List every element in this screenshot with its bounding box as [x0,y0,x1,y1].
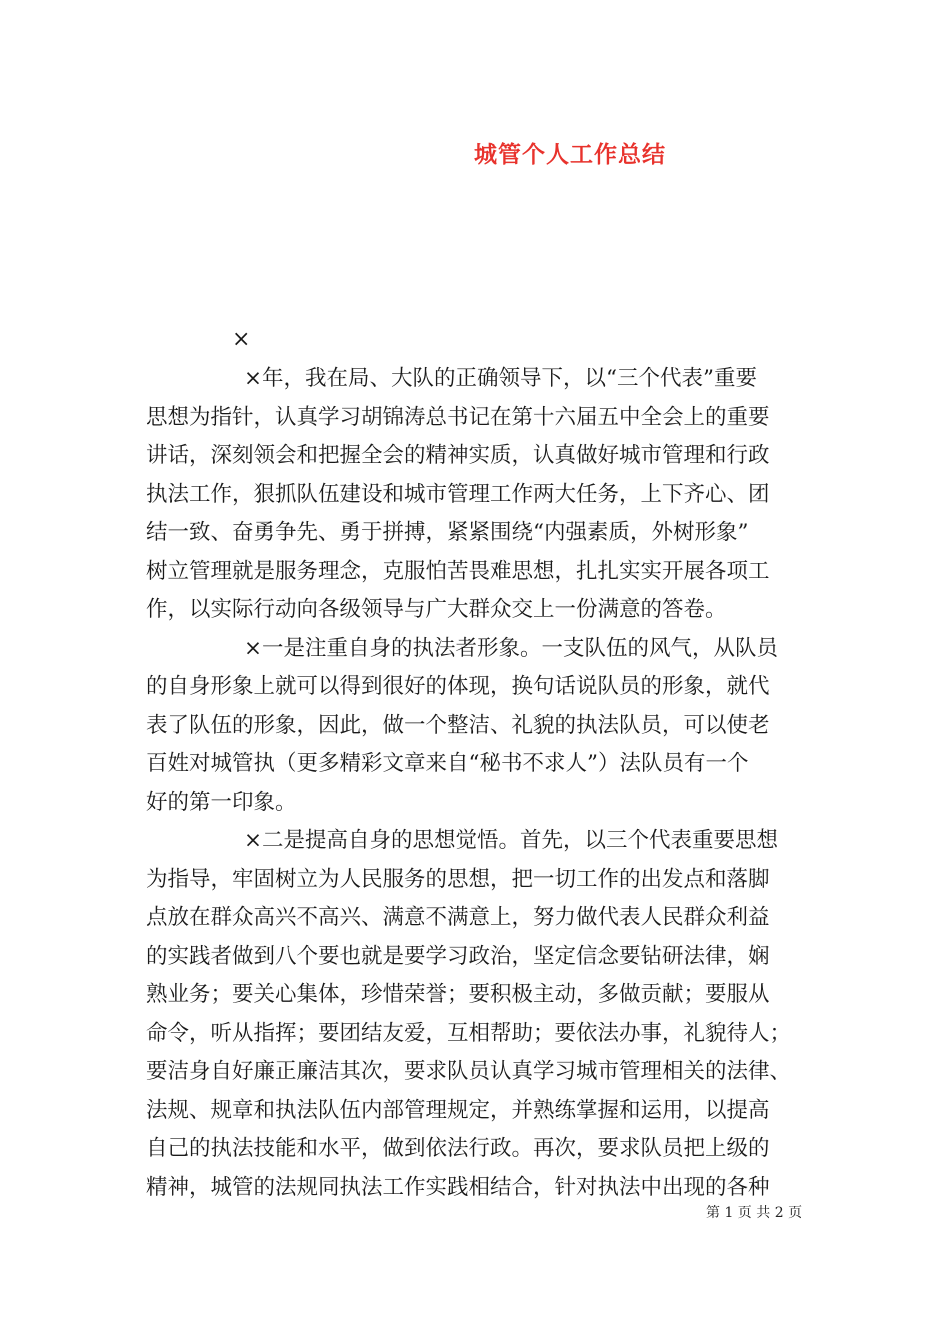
page-footer: 第 1 页 共 2 页 [706,1205,803,1221]
text-line: 讲话，深刻领会和把握全会的精神实质，认真做好城市管理和行政 [146,443,770,468]
text-line: 百姓对城管执（更多精彩文章来自“秘书不求人”）法队员有一个 [146,751,749,776]
text-line: ×二是提高自身的思想觉悟。首先，以三个代表重要思想 [244,828,779,853]
text-line: 命令，听从指挥；要团结友爱，互相帮助；要依法办事，礼貌待人； [146,1020,792,1046]
text-line: 的自身形象上就可以得到很好的体现，换句话说队员的形象，就代 [146,674,770,699]
paragraph-1 [146,360,808,630]
text-line: 的实践者做到八个要也就是要学习政治，坚定信念要钻研法律，娴 [146,943,770,969]
document-title: 城管个人工作总结 [474,141,666,168]
text-line: 熟业务；要关心集体，珍惜荣誉；要积极主动，多做贡献；要服从 [146,982,770,1007]
document-body [146,360,808,1207]
text-line: 执法工作，狠抓队伍建设和城市管理工作两大任务，上下齐心、团 [146,481,770,507]
text-line: 思想为指针，认真学习胡锦涛总书记在第十六届五中全会上的重要 [146,404,770,430]
text-line: 好的第一印象。 [146,789,297,815]
text-line: 表了队伍的形象，因此，做一个整洁、礼貌的执法队员，可以使老 [146,712,770,738]
text-line: ×年，我在局、大队的正确领导下，以“三个代表”重要 [244,366,757,391]
text-line: 点放在群众高兴不高兴、满意不满意上，努力做代表人民群众利益 [146,905,770,930]
text-line: ×一是注重自身的执法者形象。一支队伍的风气，从队员 [244,635,779,661]
paragraph-3 [146,822,808,1207]
section-marker: × [232,327,251,352]
text-line: 要洁身自好廉正廉洁其次，要求队员认真学习城市管理相关的法律、 [146,1059,792,1084]
text-line: 树立管理就是服务理念，克服怕苦畏难思想，扎扎实实开展各项工 [146,558,770,584]
text-line: 精神，城管的法规同执法工作实践相结合，针对执法中出现的各种 [146,1174,770,1200]
text-line: 结一致、奋勇争先、勇于拼搏，紧紧围绕“内强素质，外树形象” [146,520,749,545]
text-line: 法规、规章和执法队伍内部管理规定，并熟练掌握和运用，以提高 [146,1097,770,1123]
text-line: 自己的执法技能和水平，做到依法行政。再次，要求队员把上级的 [146,1136,770,1161]
text-line: 作，以实际行动向各级领导与广大群众交上一份满意的答卷。 [146,597,727,622]
paragraph-2 [146,630,808,823]
text-line: 为指导，牢固树立为人民服务的思想，把一切工作的出发点和落脚 [146,866,770,892]
